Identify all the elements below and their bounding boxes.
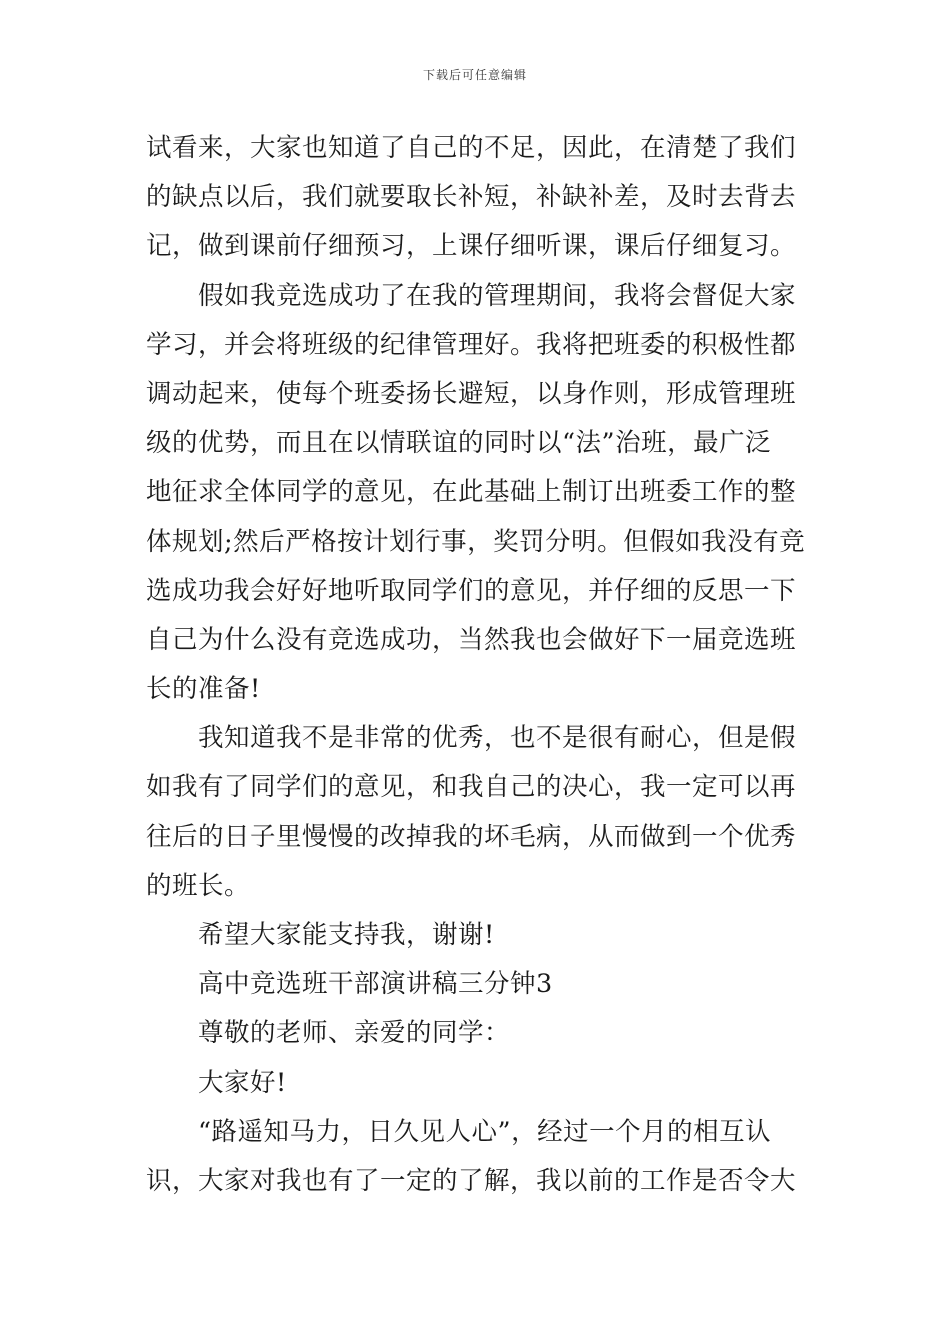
text-line: 试看来，大家也知道了自己的不足，因此，在清楚了我们 — [146, 133, 797, 163]
text-line: 的缺点以后，我们就要取长补短，补缺补差，及时去背去 — [146, 182, 797, 213]
text-line: 长的准备! — [146, 674, 261, 705]
text-line: 调动起来，使每个班委扬长避短，以身作则，形成管理班 — [146, 378, 797, 409]
text-line: 自己为什么没有竞选成功，当然我也会做好下一届竞选班 — [146, 624, 797, 655]
text-line: 学习，并会将班级的纪律管理好。我将把班委的积极性都 — [146, 329, 797, 360]
text-line: 的班长。 — [146, 870, 251, 901]
text-line: 识，大家对我也有了一定的了解，我以前的工作是否令大 — [146, 1165, 797, 1196]
text-line: 往后的日子里慢慢的改掉我的坏毛病，从而做到一个优秀 — [146, 821, 797, 852]
text-line: 大家好! — [146, 1067, 287, 1098]
text-line: 记，做到课前仔细预习，上课仔细听课，课后仔细复习。 — [146, 231, 797, 262]
text-line: “路遥知马力，日久见人心”，经过一个月的相互认 — [146, 1116, 772, 1147]
page-header-note: 下载后可任意编辑 — [422, 68, 527, 82]
text-line: 地征求全体同学的意见，在此基础上制订出班委工作的整 — [146, 477, 797, 508]
document-body — [146, 124, 810, 1206]
text-line: 体规划;然后严格按计划行事，奖罚分明。但假如我没有竞 — [146, 526, 806, 557]
text-line: 选成功我会好好地听取同学们的意见，并仔细的反思一下 — [146, 575, 797, 606]
text-line: 尊敬的老师、亲爱的同学： — [146, 1018, 511, 1049]
text-line: 希望大家能支持我，谢谢! — [146, 920, 495, 950]
section-title: 高中竞选班干部演讲稿三分钟3 — [146, 969, 553, 1000]
text-line: 级的优势，而且在以情联谊的同时以“法”治班，最广泛 — [146, 428, 772, 459]
text-line: 如我有了同学们的意见，和我自己的决心，我一定可以再 — [146, 772, 797, 803]
text-line: 假如我竞选成功了在我的管理期间，我将会督促大家 — [146, 280, 797, 311]
text-line: 我知道我不是非常的优秀，也不是很有耐心，但是假 — [146, 723, 797, 754]
